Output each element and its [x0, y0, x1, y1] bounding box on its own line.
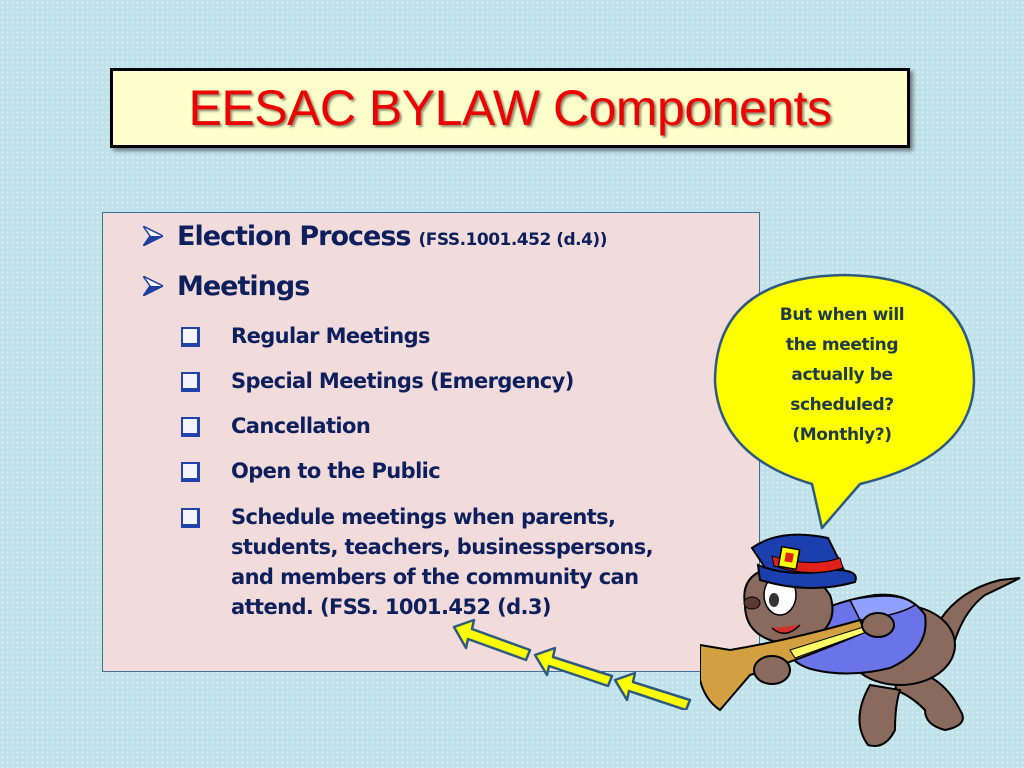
slide-title: EESAC BYLAW Components	[188, 80, 832, 136]
sub-bullet-label: Schedule meetings when parents, students, teachers, businesspersons, and members of the community can attend. (FSS. 1001.452 (d.3)	[231, 505, 654, 619]
bubble-line: But when will	[779, 305, 905, 325]
sub-bullet-special-meetings	[181, 366, 721, 396]
sub-bullet-label: Regular Meetings	[231, 324, 430, 348]
checkbox-bullet-icon	[181, 462, 200, 482]
checkbox-bullet-icon	[181, 417, 200, 437]
bullet-note: (FSS.1001.452 (d.4))	[418, 230, 607, 250]
bubble-line: (Monthly?)	[792, 425, 892, 445]
checkbox-bullet-icon	[181, 508, 200, 528]
checkbox-bullet-icon	[181, 327, 200, 347]
pointer-arrows	[440, 600, 720, 710]
bullet-item-meetings	[143, 271, 309, 302]
bubble-line: the meeting	[785, 335, 899, 355]
bullet-label: Election Process	[177, 221, 411, 252]
sub-bullet-regular-meetings	[181, 321, 721, 351]
arrow-bullet-icon	[143, 276, 163, 296]
sub-bullet-label: Special Meetings (Emergency)	[231, 369, 574, 393]
arrow-bullet-icon	[143, 226, 163, 246]
sub-bullet-label: Open to the Public	[231, 459, 441, 483]
sub-bullet-cancellation	[181, 411, 721, 441]
title-box	[110, 68, 910, 148]
checkbox-bullet-icon	[181, 372, 200, 392]
sub-bullet-open-to-public	[181, 456, 721, 486]
speech-bubble-text	[752, 300, 932, 450]
sub-bullet-label: Cancellation	[231, 414, 371, 438]
bubble-line: scheduled?	[790, 395, 894, 415]
pointer-arrow-icon	[454, 620, 690, 710]
cartoon-dog-pilgrim-icon	[700, 520, 1024, 768]
bullet-item-election-process	[143, 221, 607, 252]
bubble-line: actually be	[791, 365, 893, 385]
bullet-label: Meetings	[177, 271, 310, 302]
